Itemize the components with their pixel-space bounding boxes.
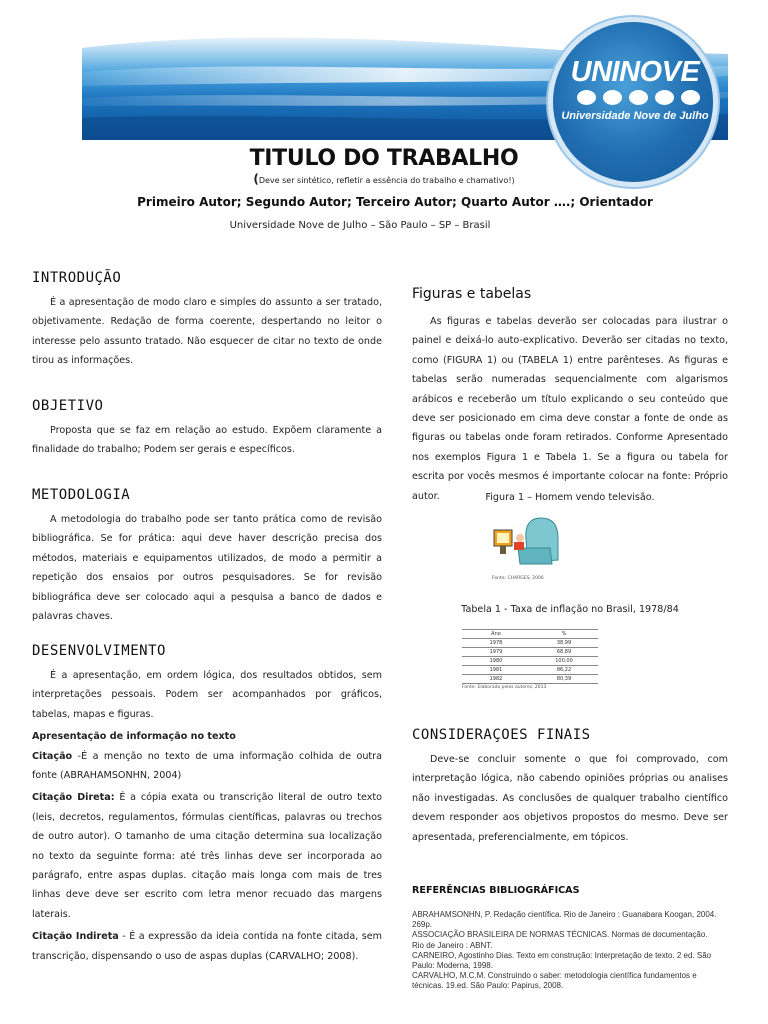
development-heading: DESENVOLVIMENTO [32,643,166,659]
figure-source: Fonte: CHARGES, 2006 [492,576,544,581]
table-row [462,639,598,648]
conclusions-text: Deve-se concluir somente o que foi comprovado, com interpretação lógica, não cabendo opiniões próprias ou analises não investigadas. As conclusões de qualquer trabalho científico devem responder aos objetivos propostos do mesmo. Deve ser apresentada, preferencialmente, em tópicos. [412,754,728,843]
table-cell: 80,39 [530,675,598,684]
page-title: TITULO DO TRABALHO [249,146,519,171]
reference-item: ASSOCIAÇÃO BRASILEIRA DE NORMAS TÉCNICAS. Normas de documentação. Rio de Janeiro : ABNT. [412,930,708,950]
objective-heading: OBJETIVO [32,398,104,414]
conclusions-heading: CONSIDERAÇOES FINAIS [412,727,591,743]
table-cell: 38,99 [530,639,598,648]
reference-item: CARVALHO, M.C.M. Construindo o saber: metodologia científica fundamentos e técnicas. 19.ed. São Paulo: Papirus, 2008. [412,971,697,991]
inflation-table [462,629,598,683]
objective-section [32,421,382,460]
table-cell: 100,00 [530,657,598,666]
figures-heading: Figuras e tabelas [412,286,532,302]
citation-paragraph [32,747,382,786]
intro-section [32,293,382,371]
table-cell: 1982 [462,675,530,684]
objective-text: Proposta que se faz em relação ao estudo. Expõem claramente a finalidade do trabalho; Podem ser gerais e específicos. [32,425,382,456]
table-row [462,675,598,684]
methodology-section [32,510,382,626]
table-row [462,648,598,657]
indirect-citation-text: - É a expressão da ideia contida na fonte citada, sem transcrição, dispensando o uso de aspas duplas (CARVALHO; 2008). [32,931,382,962]
logo-subtitle: Universidade Nove de Julho [561,110,709,122]
table-cell: 1978 [462,639,530,648]
institution-line: Universidade Nove de Julho – São Paulo – SP – Brasil [229,220,491,231]
conclusions-section [412,750,728,847]
figures-text: As figuras e tabelas deverão ser colocadas para ilustrar o painel e deixá-lo auto-explicativo. Deverão ser citadas no texto, como (FIGURA 1) ou (TABELA 1) entre parênteses. As figuras e tabelas serão numeradas sequencialmente com algarismos arábicos e receberão um título explicando o seu conteúdo que deve ser posicionado em cima deve constar a fonte de onde as figuras ou tabelas onde foram retirados. Conforme Apresentado nos exemplos Figura 1 e Tabela 1. Se a figura ou tabela for escrita por vocês mesmos é importante colocar na fonte: Próprio autor. [412,316,728,502]
citation-text: -É a menção no texto de uma informação colhida de outra fonte (ABRAHAMSONHN, 2004) [32,750,382,782]
table-header-row [462,630,598,639]
direct-citation-label: Citação Direta: [32,792,115,804]
intro-text: É a apresentação de modo claro e simples do assunto a ser tratado, objetivamente. Redação de forma coerente, despertando no leitor o interesse pelo assunto tratado. Não esquecer de citar no texto de onde tirou as informações. [32,297,382,367]
table-cell: 1981 [462,666,530,675]
intro-heading: INTRODUÇÃO [32,270,122,286]
text-information-heading: Apresentação de informação no texto [32,731,236,743]
reference-item: CARNEIRO, Agostinho Dias. Texto em construção: Interpretação de texto. 2 ed. São Paulo: Moderna, 1998. [412,950,712,971]
table-cell: 86,22 [530,666,598,675]
table-source: Fonte: Elaborado pelos autores, 2013 [462,683,598,690]
subtitle-open-paren: ( [253,172,259,186]
methodology-heading: METODOLOGIA [32,487,131,503]
figure-caption: Figura 1 – Homem vendo televisão. [485,492,655,503]
table-row [462,657,598,666]
table-header-cell: Ano [462,630,530,639]
references-heading: REFERÊNCIAS BIBLIOGRÁFICAS [412,885,580,896]
references-list [412,910,720,992]
figures-section [412,312,728,506]
direct-citation-text: É a cópia exata ou transcrição literal de outro texto (leis, decretos, regulamentos, fórmulas científicas, palavras ou trechos de outro autor). O tamanho de uma citação determina sua localização no texto da seguinte forma: até três linhas deve ser incorporada ao parágrafo, entre aspas duplas. citação mais longa com mais de tres linhas deve deve ser escrito com letra menor recuado das margens laterais. [32,792,383,920]
inflation-table-wrap [462,629,598,690]
development-section [32,666,382,966]
subtitle-text: Deve ser sintético, refletir a essência do trabalho e chamativo!) [258,176,515,185]
figure-image [486,510,576,585]
development-text: É a apresentação, em ordem lógica, dos resultados obtidos, sem interpretações pessoais. Podem ser acompanhados por gráficos, tabelas, mapas e figuras. [32,670,382,720]
page-subtitle [0,172,768,186]
indirect-citation-label: Citação Indireta [32,931,119,943]
logo-dots [573,90,703,108]
table-cell: 1980 [462,657,530,666]
table-cell: 68,89 [530,648,598,657]
table-row [462,666,598,675]
table-header-cell: % [530,630,598,639]
reference-item: ABRAHAMSONHN, P. Redação científica. Rio de Janeiro : Guanabara Koogan, 2004. 269p. [412,910,717,930]
authors-line: Primeiro Autor; Segundo Autor; Terceiro Autor; Quarto Autor ….; Orientador [137,195,653,209]
table-caption: Tabela 1 - Taxa de inflação no Brasil, 1978/84 [461,604,679,615]
citation-label: Citação [32,750,73,762]
indirect-citation-paragraph [32,927,382,966]
direct-citation-paragraph [32,788,382,924]
logo-name: UNINOVE [570,56,700,88]
methodology-text: A metodologia do trabalho pode ser tanto prática como de revisão bibliográfica. Se for prática: aqui deve haver descrição precisa dos métodos, materiais e equipamentos utilizados, de modo a permitir a repetição dos ensaios por outros pesquisadores. Se for revisão bibliográfica deve ser colocado aqui a pesquisa a banco de dados e palavras chaves. [32,514,382,623]
man-watching-tv-illustration [486,510,576,585]
table-cell: 1979 [462,648,530,657]
